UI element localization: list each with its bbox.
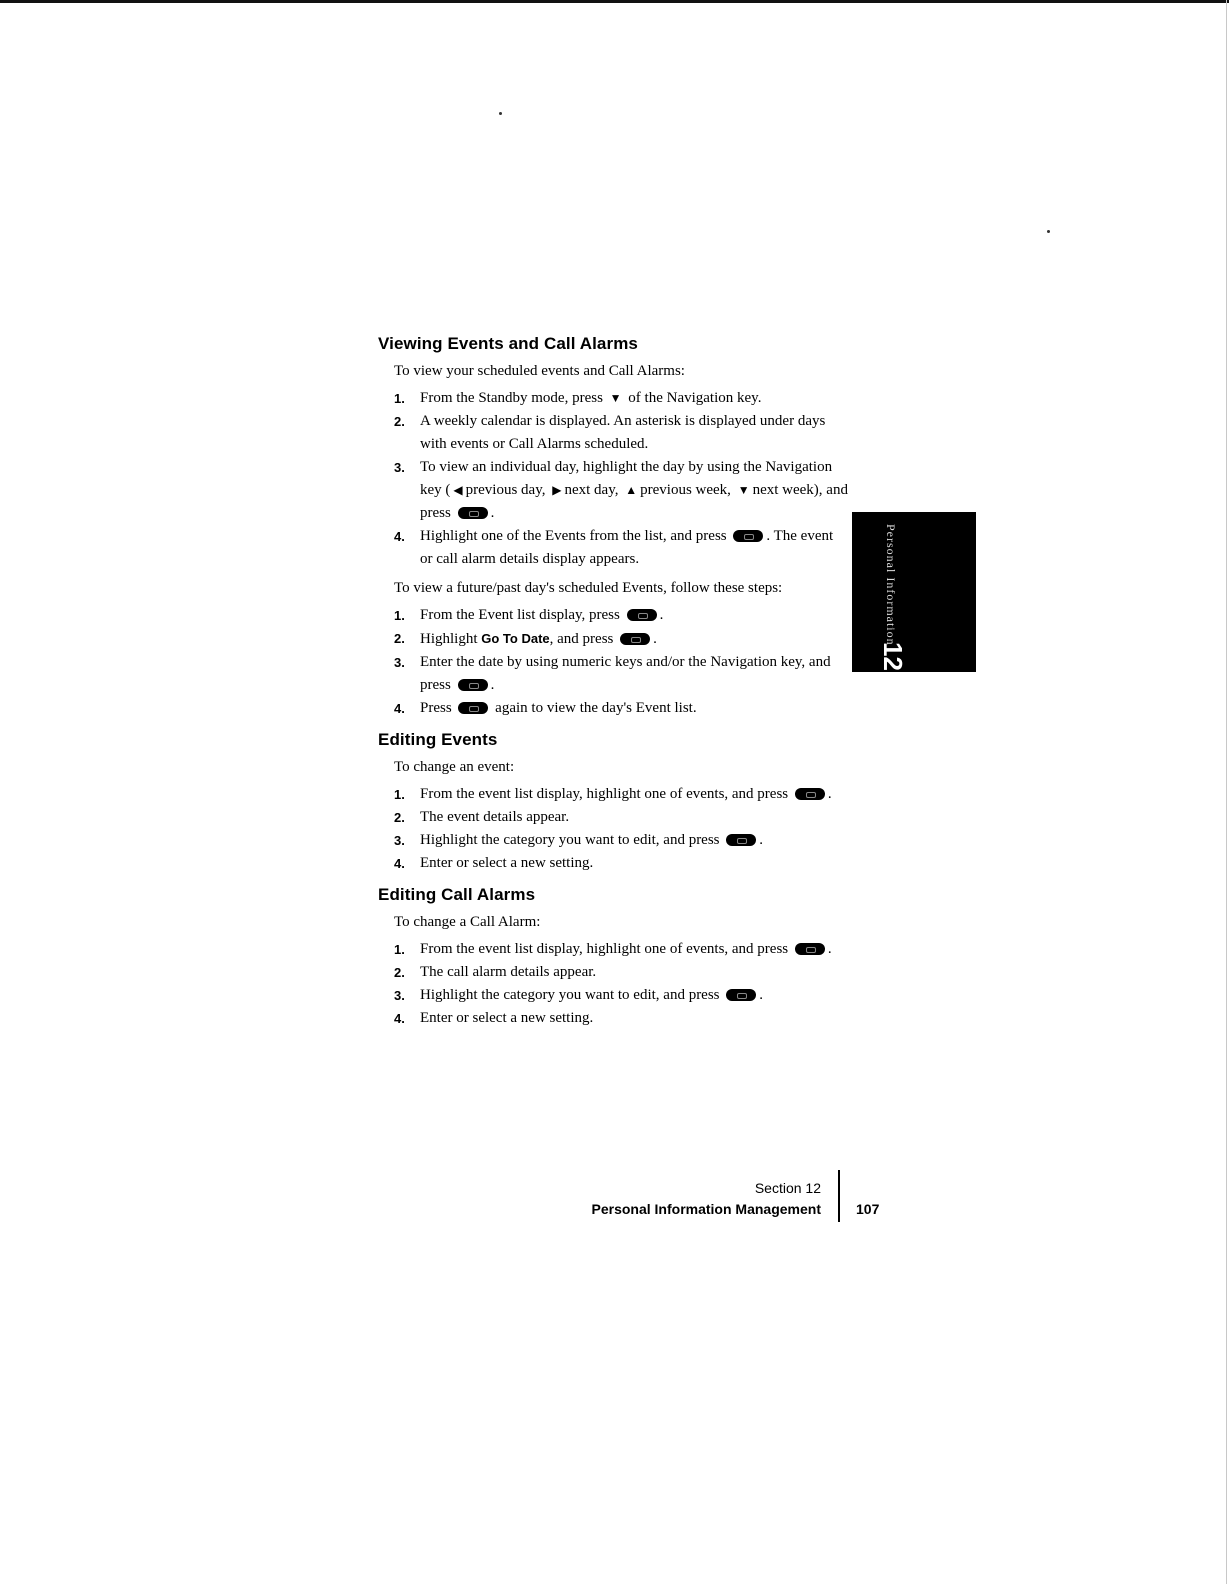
- main-content: [378, 334, 848, 1036]
- intro-future-past: To view a future/past day's scheduled Events, follow these steps:: [394, 580, 783, 596]
- top-scan-rule: [0, 0, 1229, 3]
- step-text: .: [827, 786, 832, 802]
- list-item: [380, 961, 848, 984]
- list-item: [380, 651, 848, 697]
- scan-speck: [1047, 230, 1050, 233]
- step-number: 3.: [394, 655, 405, 670]
- list-item: [380, 852, 848, 875]
- step-text: From the Event list display, press: [420, 607, 620, 623]
- intro-editing-events: To change an event:: [394, 759, 515, 775]
- step-number: 3.: [394, 988, 405, 1003]
- step-number: 4.: [394, 529, 405, 544]
- list-item: [380, 627, 848, 651]
- section-tab-label: Personal Information: [884, 524, 898, 646]
- intro-viewing: To view your scheduled events and Call Alarms:: [394, 363, 685, 379]
- up-arrow-icon: ▲: [625, 483, 638, 497]
- step-text: previous week,: [640, 482, 731, 498]
- step-text: next week), and press: [420, 482, 848, 521]
- footer-section: Section 12: [754, 1180, 821, 1196]
- step-text: Enter the date by using numeric keys and/or the Navigation key, and press: [420, 654, 831, 693]
- step-text: previous day,: [465, 482, 546, 498]
- heading-editing-events: Editing Events: [378, 730, 498, 749]
- step-number: 4.: [394, 856, 405, 871]
- section-tab-number: 12: [877, 642, 908, 671]
- intro-editing-alarms: To change a Call Alarm:: [394, 914, 541, 930]
- menu-option-go-to-date: Go To Date: [481, 631, 550, 646]
- ok-key-icon: [458, 679, 488, 691]
- ok-key-icon: [620, 633, 650, 645]
- right-scan-edge: [1226, 0, 1227, 1584]
- list-item: [380, 1007, 848, 1030]
- list-item: [380, 697, 848, 720]
- ok-key-icon: [726, 989, 756, 1001]
- step-text: Highlight: [420, 631, 478, 647]
- step-text: . The event or call alarm details display appears.: [420, 528, 834, 567]
- footer-divider: [838, 1170, 840, 1222]
- step-text: A weekly calendar is displayed. An asterisk is displayed under days with events or Call Alarms scheduled.: [420, 413, 826, 452]
- step-text: .: [759, 832, 764, 848]
- step-text: .: [659, 607, 664, 623]
- ok-key-icon: [795, 943, 825, 955]
- ok-key-icon: [795, 788, 825, 800]
- list-item: [380, 456, 848, 525]
- step-text: .: [490, 677, 495, 693]
- page-number: 107: [856, 1201, 880, 1217]
- step-number: 4.: [394, 701, 405, 716]
- footer-title: Personal Information Management: [591, 1201, 821, 1217]
- steps-future-past: [378, 604, 848, 720]
- step-text: Highlight one of the Events from the list, and press: [420, 528, 727, 544]
- step-text: .: [653, 631, 657, 647]
- step-number: 1.: [394, 942, 405, 957]
- step-text: Enter or select a new setting.: [420, 1010, 594, 1026]
- steps-editing-events: [378, 783, 848, 875]
- ok-key-icon: [733, 530, 763, 542]
- step-text: Enter or select a new setting.: [420, 855, 594, 871]
- step-number: 2.: [394, 414, 405, 429]
- step-text: The call alarm details appear.: [420, 964, 597, 980]
- step-text: The event details appear.: [420, 809, 570, 825]
- step-text: From the Standby mode, press: [420, 390, 603, 406]
- list-item: [380, 410, 848, 456]
- step-number: 2.: [394, 810, 405, 825]
- step-text: Highlight the category you want to edit, and press: [420, 987, 720, 1003]
- steps-editing-alarms: [378, 938, 848, 1030]
- step-text: From the event list display, highlight one of events, and press: [420, 786, 789, 802]
- step-number: 3.: [394, 460, 405, 475]
- step-text: .: [827, 941, 832, 957]
- ok-key-icon: [458, 507, 488, 519]
- ok-key-icon: [458, 702, 488, 714]
- menu-key-icon: [627, 609, 657, 621]
- step-text: .: [490, 505, 495, 521]
- left-arrow-icon: ◀: [453, 483, 463, 497]
- scan-speck: [499, 112, 502, 115]
- step-text: , and press: [549, 631, 614, 647]
- down-arrow-icon: ▼: [609, 391, 622, 405]
- step-text: of the Navigation key.: [628, 390, 762, 406]
- step-text: .: [759, 987, 764, 1003]
- heading-viewing-events: Viewing Events and Call Alarms: [378, 334, 638, 353]
- list-item: [380, 387, 848, 410]
- step-text: Press: [420, 700, 452, 716]
- step-text: again to view the day's Event list.: [495, 700, 697, 716]
- step-text: Highlight the category you want to edit, and press: [420, 832, 720, 848]
- list-item: [380, 783, 848, 806]
- section-tab: [852, 512, 976, 672]
- list-item: [380, 525, 848, 571]
- step-number: 1.: [394, 608, 405, 623]
- step-number: 1.: [394, 391, 405, 406]
- step-number: 2.: [394, 965, 405, 980]
- right-arrow-icon: ▶: [552, 483, 562, 497]
- down-arrow-icon: ▼: [737, 483, 750, 497]
- step-number: 4.: [394, 1011, 405, 1026]
- step-number: 2.: [394, 631, 405, 646]
- list-item: [380, 806, 848, 829]
- list-item: [380, 938, 848, 961]
- list-item: [380, 984, 848, 1007]
- step-text: To view an individual day, highlight the day by using the Navigation key (: [420, 459, 833, 498]
- step-number: 3.: [394, 833, 405, 848]
- ok-key-icon: [726, 834, 756, 846]
- step-text: From the event list display, highlight one of events, and press: [420, 941, 789, 957]
- list-item: [380, 829, 848, 852]
- step-number: 1.: [394, 787, 405, 802]
- list-item: [380, 604, 848, 627]
- step-text: next day,: [564, 482, 619, 498]
- heading-editing-call-alarms: Editing Call Alarms: [378, 885, 536, 904]
- steps-viewing: [378, 387, 848, 571]
